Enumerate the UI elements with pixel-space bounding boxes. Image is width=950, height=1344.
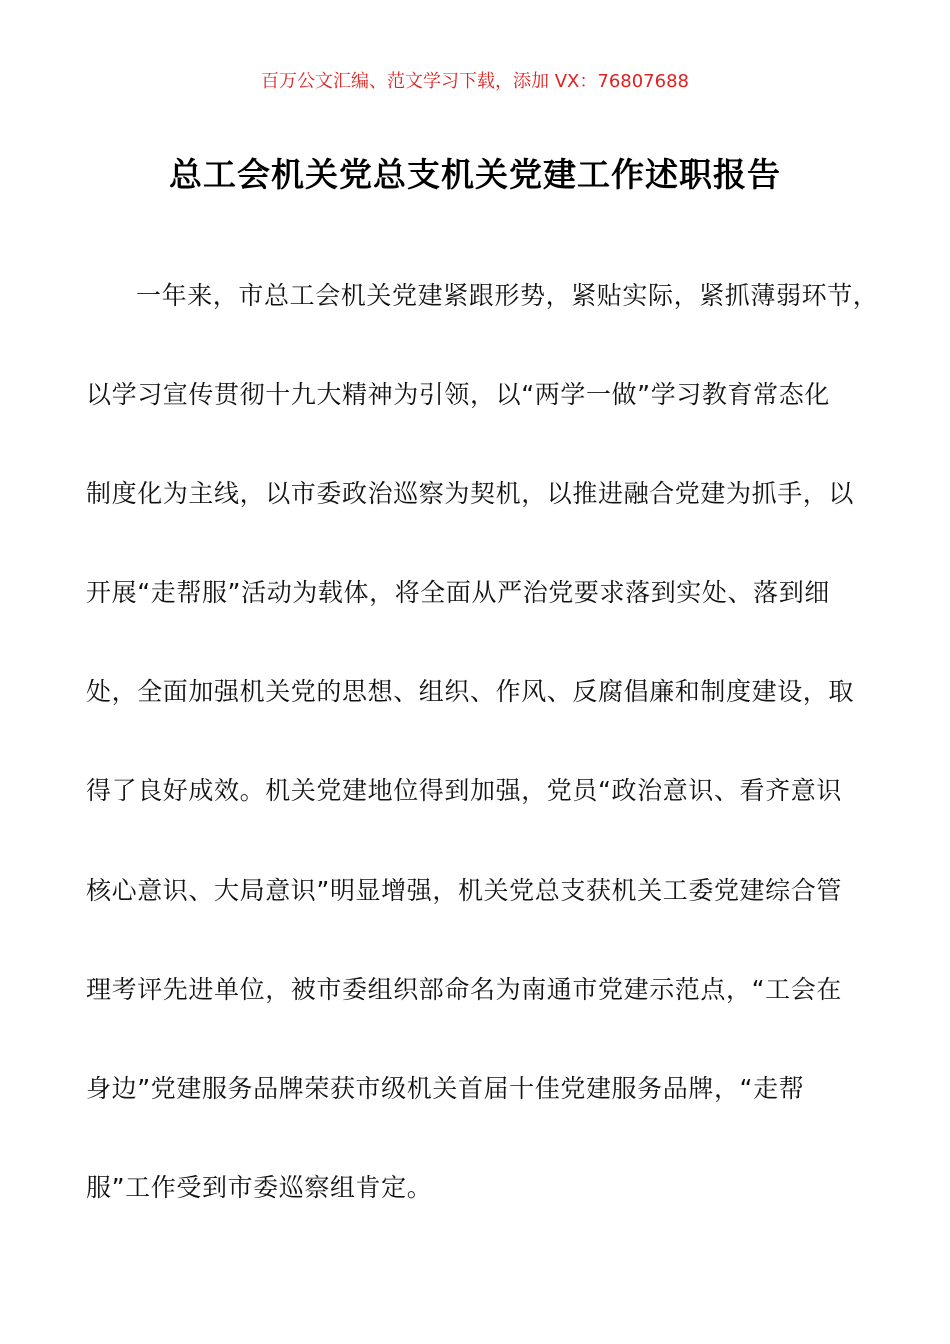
paragraph-line: 以学习宣传贯彻十九大精神为引领，以“两学一做”学习教育常态化 [86, 380, 830, 409]
paragraph-line: 制度化为主线，以市委政治巡察为契机，以推进融合党建为抓手，以 [86, 479, 855, 508]
paragraph-line: 得了良好成效。机关党建地位得到加强，党员“政治意识、看齐意识 [86, 776, 842, 805]
paragraph-line: 服”工作受到市委巡察组肯定。 [86, 1173, 433, 1202]
document-title: 总工会机关党总支机关党建工作述职报告 [169, 155, 781, 194]
paragraph-line: 处，全面加强机关党的思想、组织、作风、反腐倡廉和制度建设，取 [86, 677, 855, 706]
paragraph-line: 一年来，市总工会机关党建紧跟形势，紧贴实际，紧抓薄弱环节， [136, 281, 879, 310]
paragraph-line: 核心意识、大局意识”明显增强，机关党总支获机关工委党建综合管 [86, 876, 842, 905]
paragraph-line: 理考评先进单位，被市委组织部命名为南通市党建示范点，“工会在 [86, 975, 842, 1004]
paragraph-line: 身边”党建服务品牌荣获市级机关首届十佳党建服务品牌，“走帮 [86, 1074, 805, 1103]
watermark-header: 百万公文汇编、范文学习下载，添加 VX：76807688 [261, 71, 689, 92]
paragraph-line: 开展“走帮服”活动为载体，将全面从严治党要求落到实处、落到细 [86, 578, 830, 607]
